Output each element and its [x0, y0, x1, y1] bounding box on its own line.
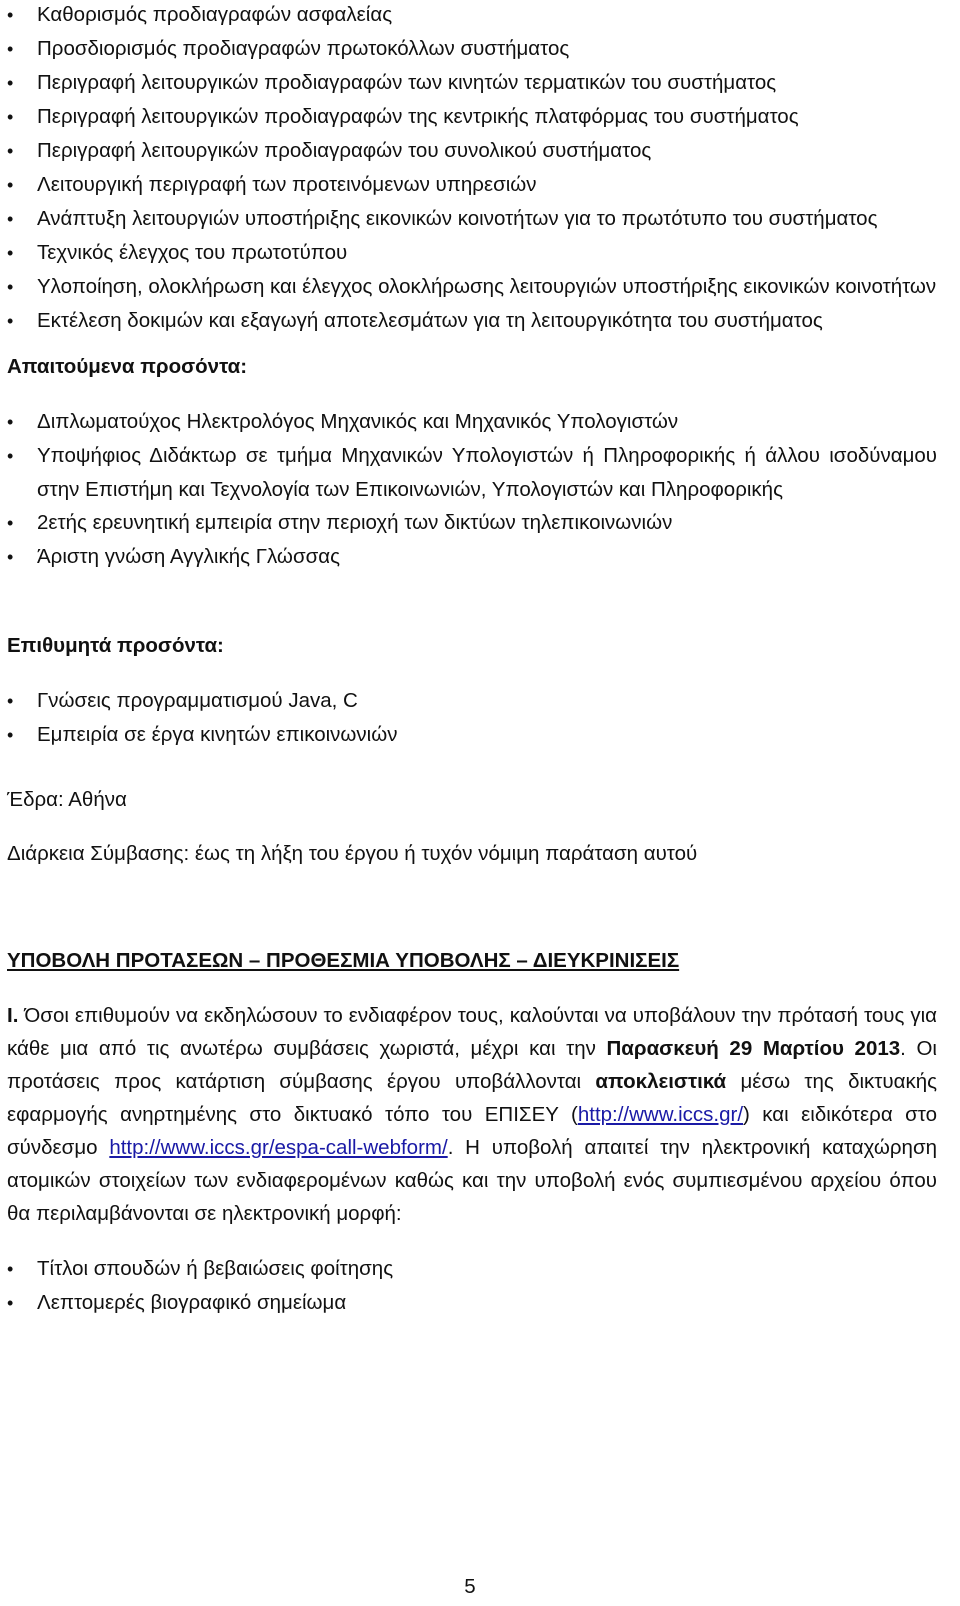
bullet-icon: • [7, 107, 14, 127]
bullet-icon: • [7, 547, 14, 567]
desired-qualifications-heading: Επιθυμητά προσόντα: [7, 634, 224, 657]
bullet-icon: • [7, 691, 14, 711]
bullet-icon: • [7, 175, 14, 195]
list-item: • 2ετής ερευνητική εμπειρία στην περιοχή των δικτύων τηλεπικοινωνιών [7, 506, 937, 540]
list-item: • Περιγραφή λειτουργικών προδιαγραφών της κεντρικής πλατφόρμας του συστήματος [7, 100, 937, 134]
list-item: • Εμπειρία σε έργα κινητών επικοινωνιών [7, 718, 937, 752]
list-item: • Υλοποίηση, ολοκλήρωση και έλεγχος ολοκλήρωσης λειτουργιών υποστήριξης εικονικών κοινοτήτων [7, 270, 937, 304]
bullet-icon: • [7, 5, 14, 25]
tasks-list [7, 0, 937, 338]
list-item: • Γνώσεις προγραμματισμού Java, C [7, 684, 937, 718]
iccs-site-link[interactable]: http://www.iccs.gr/ [577, 1103, 744, 1126]
list-item: • Ανάπτυξη λειτουργιών υποστήριξης εικονικών κοινοτήτων για το πρωτότυπο του συστήματος [7, 202, 937, 236]
attachments-list [7, 1252, 937, 1320]
bullet-icon: • [7, 209, 14, 229]
list-item: • Λειτουργική περιγραφή των προτεινόμενων υπηρεσιών [7, 168, 937, 202]
bullet-icon: • [7, 39, 14, 59]
page-number: 5 [464, 1575, 476, 1598]
bullet-icon: • [7, 311, 14, 331]
bullet-icon: • [7, 513, 14, 533]
list-item: • Περιγραφή λειτουργικών προδιαγραφών του συνολικού συστήματος [7, 134, 937, 168]
bullet-icon: • [7, 141, 14, 161]
deadline-date: Παρασκευή 29 Μαρτίου 2013 [606, 1037, 901, 1060]
list-item: • Άριστη γνώση Αγγλικής Γλώσσας [7, 540, 937, 574]
list-item: • Εκτέλεση δοκιμών και εξαγωγή αποτελεσμάτων για τη λειτουργικότητα του συστήματος [7, 304, 937, 338]
section-title: ΥΠΟΒΟΛΗ ΠΡΟΤΑΣΕΩΝ – ΠΡΟΘΕΣΜΙΑ ΥΠΟΒΟΛΗΣ – ΔΙΕΥΚΡΙΝΙΣΕΙΣ [7, 949, 680, 972]
webform-link[interactable]: http://www.iccs.gr/espa-call-webform/ [109, 1136, 448, 1159]
required-qualifications-list [7, 405, 937, 574]
list-item: • Περιγραφή λειτουργικών προδιαγραφών των κινητών τερματικών του συστήματος [7, 66, 937, 100]
bullet-icon: • [7, 243, 14, 263]
contract-duration-text: Διάρκεια Σύμβασης: έως τη λήξη του έργου ή τυχόν νόμιμη παράταση αυτού [7, 842, 698, 865]
location-text: Έδρα: Αθήνα [7, 788, 127, 811]
desired-qualifications-list [7, 684, 937, 752]
bullet-icon: • [7, 412, 14, 432]
bullet-icon: • [7, 1293, 14, 1313]
required-qualifications-heading: Απαιτούμενα προσόντα: [7, 355, 248, 378]
bullet-icon: • [7, 277, 14, 297]
paragraph-label: Ι. [7, 1004, 19, 1027]
list-item: • Τίτλοι σπουδών ή βεβαιώσεις φοίτησης [7, 1252, 937, 1286]
list-item: • Λεπτομερές βιογραφικό σημείωμα [7, 1286, 937, 1320]
document-page [7, 0, 937, 1320]
bullet-icon: • [7, 1259, 14, 1279]
bullet-icon: • [7, 725, 14, 745]
bullet-icon: • [7, 446, 14, 466]
list-item: • Διπλωματούχος Ηλεκτρολόγος Μηχανικός και Μηχανικός Υπολογιστών [7, 405, 937, 439]
list-item: • Υποψήφιος Διδάκτωρ σε τμήμα Μηχανικών Υπολογιστών ή Πληροφορικής ή άλλου ισοδύναμου στην Επιστήμη και Τεχνολογία των Επικοινωνιών, Υπολογιστών και Πληροφορικής [7, 439, 937, 506]
bullet-icon: • [7, 73, 14, 93]
list-item: • Προσδιορισμός προδιαγραφών πρωτοκόλλων συστήματος [7, 32, 937, 66]
exclusively-emphasis: αποκλειστικά [595, 1070, 727, 1093]
list-item: • Τεχνικός έλεγχος του πρωτοτύπου [7, 236, 937, 270]
submission-paragraph: Ι. Όσοι επιθυμούν να εκδηλώσουν το ενδιαφέρον τους, καλούνται να υποβάλουν την πρότασή τους για κάθε μια από τις ανωτέρω συμβάσεις χωριστά, μέχρι και την Παρασκευή 29 Μαρτίου 2013. Οι προτάσεις προς κατάρτιση σύμβασης έργου υποβάλλονται αποκλειστικά μέσω της δικτυακής εφαρμογής ανηρτημένης στο δικτυακό τόπο του ΕΠΙΣΕΥ (http://www.iccs.gr/) και ειδικότερα στο σύνδεσμο http://www.iccs.gr/espa-call-webform/. Η υποβολή απαιτεί την ηλεκτρονική καταχώρηση ατομικών στοιχείων των ενδιαφερομένων καθώς και την υποβολή ενός συμπιεσμένου αρχείου όπου θα περιλαμβάνονται σε ηλεκτρονική μορφή: [7, 1004, 937, 1225]
list-item: • Καθορισμός προδιαγραφών ασφαλείας [7, 0, 937, 32]
